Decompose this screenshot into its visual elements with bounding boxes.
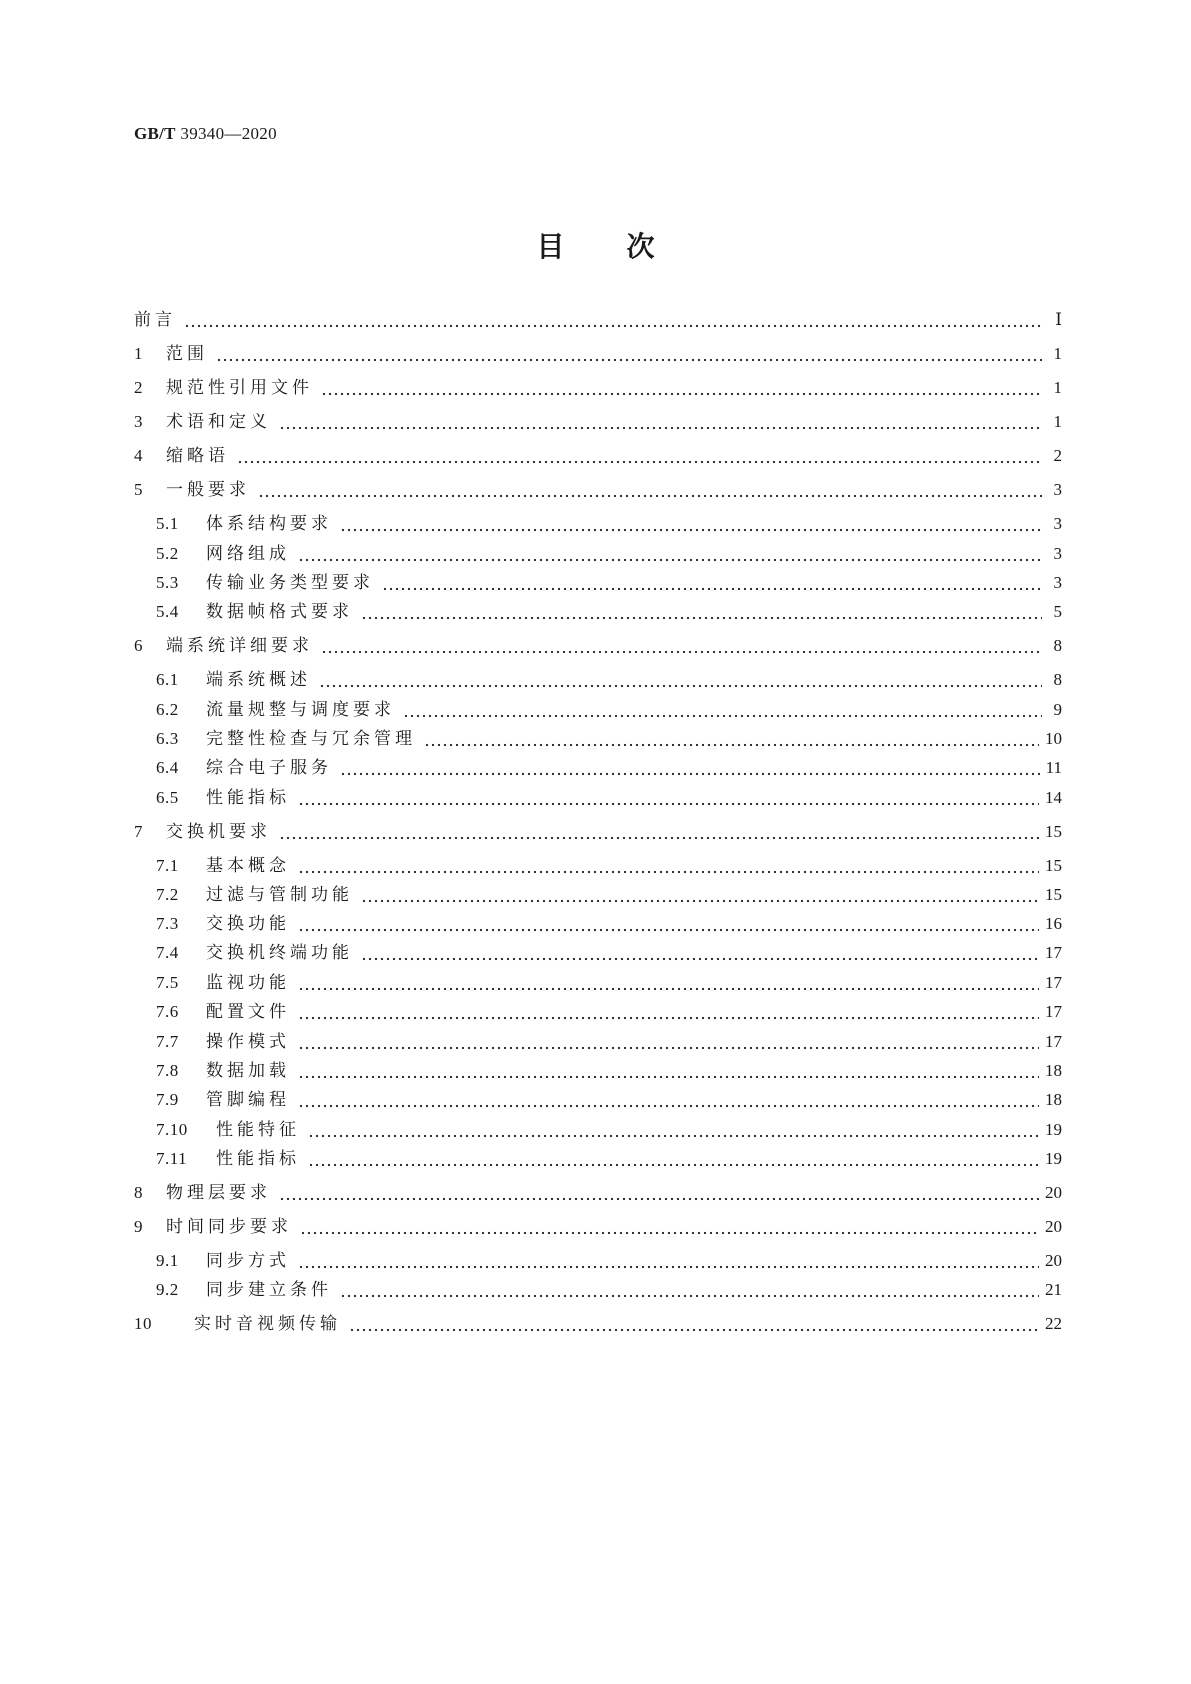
toc-entry[interactable] [134, 376, 1062, 400]
toc-entry-page: 14 [1045, 788, 1062, 807]
toc-entry-page: 10 [1045, 729, 1062, 748]
dot-leader [321, 634, 1042, 658]
toc-entry-label: 同步方式 [206, 1251, 290, 1271]
toc-entry-number: 6.4 [156, 758, 179, 777]
toc-entry-label: 监视功能 [206, 973, 290, 993]
toc-entry-page: 18 [1045, 1061, 1062, 1080]
toc-entry-page: 1 [1053, 378, 1062, 397]
toc-entry-label: 物理层要求 [166, 1183, 271, 1203]
toc-entry-page: Ⅰ [1055, 310, 1062, 329]
toc-entry-label: 管脚编程 [206, 1090, 290, 1110]
toc-entry[interactable] [134, 820, 1062, 844]
dot-leader [300, 1215, 1039, 1239]
toc-entry[interactable] [156, 668, 1062, 692]
toc-entry-number: 6.5 [156, 788, 179, 807]
dot-leader [340, 1278, 1039, 1302]
toc-entry-page: 20 [1045, 1251, 1062, 1270]
toc-entry-label: 配置文件 [206, 1002, 290, 1022]
toc-entry-page: 3 [1053, 514, 1062, 533]
toc-entry-label: 性能指标 [206, 788, 290, 808]
toc-entry-label: 性能指标 [216, 1149, 300, 1169]
dot-leader [308, 1147, 1039, 1171]
toc-entry-page: 21 [1045, 1280, 1062, 1299]
dot-leader [340, 756, 1040, 780]
dot-leader [308, 1118, 1039, 1142]
toc-entry-label: 网络组成 [206, 544, 290, 564]
toc-entry-label: 端系统概述 [206, 670, 311, 690]
toc-entry[interactable] [156, 1000, 1062, 1024]
dot-leader [340, 512, 1042, 536]
toc-entry-number: 7.6 [156, 1002, 179, 1021]
toc-entry-label: 前言 [134, 310, 176, 330]
dot-leader [237, 444, 1042, 468]
toc-entry-number: 5.2 [156, 544, 179, 563]
toc-entry-number: 9.2 [156, 1280, 179, 1299]
toc-entry[interactable] [134, 1215, 1062, 1239]
toc-entry-page: 8 [1053, 636, 1062, 655]
toc-entry-label: 基本概念 [206, 856, 290, 876]
toc-entry[interactable] [134, 634, 1062, 658]
dot-leader [279, 820, 1039, 844]
toc-entry-number: 5.3 [156, 573, 179, 592]
toc-entry-label: 交换机终端功能 [206, 943, 353, 963]
toc-entry-label: 术语和定义 [166, 412, 271, 432]
toc-entry-number: 5.1 [156, 514, 179, 533]
toc-entry[interactable] [156, 912, 1062, 936]
toc-entry[interactable] [156, 698, 1062, 722]
toc-entry-label: 交换机要求 [166, 822, 271, 842]
toc-entry-number: 5.4 [156, 602, 179, 621]
toc-entry-label: 体系结构要求 [206, 514, 332, 534]
toc-entry[interactable] [134, 1312, 1062, 1336]
toc-entry-page: 15 [1045, 885, 1062, 904]
toc-entry-number: 7 [134, 822, 143, 841]
dot-leader [298, 971, 1039, 995]
toc-entry[interactable] [156, 971, 1062, 995]
toc-entry-number: 9 [134, 1217, 143, 1236]
dot-leader [298, 1088, 1039, 1112]
dot-leader [298, 854, 1039, 878]
toc-entry-number: 3 [134, 412, 143, 431]
dot-leader [361, 941, 1039, 965]
toc-entry-page: 1 [1053, 344, 1062, 363]
dot-leader [298, 912, 1039, 936]
standard-number: 39340—2020 [180, 124, 277, 143]
toc-entry-page: 15 [1045, 856, 1062, 875]
toc-entry-number: 7.10 [156, 1120, 188, 1139]
toc-entry[interactable] [156, 1059, 1062, 1083]
toc-entry-page: 5 [1053, 602, 1062, 621]
toc-entry[interactable] [134, 478, 1062, 502]
toc-entry-number: 7.11 [156, 1149, 188, 1168]
dot-leader [361, 600, 1042, 624]
dot-leader [361, 883, 1039, 907]
toc-entry-number: 7.9 [156, 1090, 179, 1109]
toc-entry[interactable] [156, 600, 1062, 624]
dot-leader [258, 478, 1042, 502]
toc-entry-page: 18 [1045, 1090, 1062, 1109]
dot-leader [321, 376, 1042, 400]
toc-entry-number: 7.2 [156, 885, 179, 904]
page-title: 目次 [536, 230, 717, 263]
toc-entry-label: 流量规整与调度要求 [206, 700, 395, 720]
toc-entry[interactable] [134, 308, 1062, 332]
toc-entry-page: 3 [1053, 573, 1062, 592]
toc-entry-number: 6.2 [156, 700, 179, 719]
toc-entry-label: 规范性引用文件 [166, 378, 313, 398]
toc-entry[interactable] [156, 883, 1062, 907]
toc-entry-page: 22 [1045, 1314, 1062, 1333]
dot-leader [298, 1059, 1039, 1083]
toc-entry-label: 端系统详细要求 [166, 636, 313, 656]
toc-entry-label: 数据加载 [206, 1061, 290, 1081]
toc-entry-page: 3 [1053, 544, 1062, 563]
toc-entry-number: 7.5 [156, 973, 179, 992]
toc-entry[interactable] [134, 1181, 1062, 1205]
dot-leader [382, 571, 1042, 595]
toc-entry-page: 20 [1045, 1183, 1062, 1202]
toc-entry-number: 6 [134, 636, 143, 655]
toc-entry-page: 17 [1045, 973, 1062, 992]
toc-entry-number: 9.1 [156, 1251, 179, 1270]
toc-entry[interactable] [156, 512, 1062, 536]
toc-entry-page: 15 [1045, 822, 1062, 841]
toc-entry[interactable] [134, 410, 1062, 434]
toc-entry-page: 17 [1045, 1002, 1062, 1021]
dot-leader [184, 308, 1042, 332]
toc-entry-number: 2 [134, 378, 143, 397]
standard-code [134, 124, 277, 144]
toc-entry-number: 1 [134, 344, 143, 363]
dot-leader [298, 1030, 1039, 1054]
toc-entry-number: 7.8 [156, 1061, 179, 1080]
toc-entry-page: 2 [1053, 446, 1062, 465]
toc-entry-number: 8 [134, 1183, 143, 1202]
toc-entry[interactable] [156, 1088, 1062, 1112]
toc-entry-label: 范围 [166, 344, 208, 364]
dot-leader [298, 786, 1039, 810]
dot-leader [349, 1312, 1039, 1336]
toc-entry-number: 4 [134, 446, 143, 465]
toc-entry-label: 传输业务类型要求 [206, 573, 374, 593]
toc-entry[interactable] [156, 1147, 1062, 1171]
toc-entry-number: 7.3 [156, 914, 179, 933]
toc-entry-number: 5 [134, 480, 143, 499]
toc-entry[interactable] [134, 342, 1062, 366]
toc-entry-page: 8 [1053, 670, 1062, 689]
toc-entry-page: 19 [1045, 1120, 1062, 1139]
toc-entry[interactable] [156, 542, 1062, 566]
toc-entry-page: 17 [1045, 943, 1062, 962]
dot-leader [216, 342, 1042, 366]
toc-entry-page: 11 [1045, 758, 1062, 777]
toc-entry[interactable] [156, 1249, 1062, 1273]
toc-entry[interactable] [156, 756, 1062, 780]
toc-entry-label: 性能特征 [216, 1120, 300, 1140]
dot-leader [298, 1000, 1039, 1024]
toc-entry[interactable] [156, 854, 1062, 878]
toc-entry-label: 缩略语 [166, 446, 229, 466]
toc-entry-number: 6.1 [156, 670, 179, 689]
dot-leader [424, 727, 1039, 751]
toc-entry-label: 过滤与管制功能 [206, 885, 353, 905]
dot-leader [279, 410, 1042, 434]
dot-leader [403, 698, 1042, 722]
toc-entry-label: 一般要求 [166, 480, 250, 500]
toc-entry-page: 1 [1053, 412, 1062, 431]
toc-entry-page: 9 [1053, 700, 1062, 719]
toc-entry[interactable] [156, 1030, 1062, 1054]
toc-entry[interactable] [156, 786, 1062, 810]
toc-entry-page: 19 [1045, 1149, 1062, 1168]
toc-entry[interactable] [156, 571, 1062, 595]
toc-entry-number: 7.7 [156, 1032, 179, 1051]
toc-entry-number: 10 [134, 1314, 152, 1333]
dot-leader [298, 1249, 1039, 1273]
toc-entry-page: 3 [1053, 480, 1062, 499]
toc-entry-label: 交换功能 [206, 914, 290, 934]
standard-prefix: GB/T [134, 124, 176, 143]
toc-entry-label: 操作模式 [206, 1032, 290, 1052]
toc-entry[interactable] [156, 1118, 1062, 1142]
toc-entry-page: 16 [1045, 914, 1062, 933]
toc-entry-page: 20 [1045, 1217, 1062, 1236]
toc-entry-number: 7.1 [156, 856, 179, 875]
toc-entry[interactable] [156, 941, 1062, 965]
dot-leader [298, 542, 1042, 566]
toc-entry-number: 7.4 [156, 943, 179, 962]
toc-entry[interactable] [134, 444, 1062, 468]
toc-entry-label: 数据帧格式要求 [206, 602, 353, 622]
toc-entry[interactable] [156, 1278, 1062, 1302]
dot-leader [279, 1181, 1039, 1205]
toc-entry-label: 同步建立条件 [206, 1280, 332, 1300]
toc-entry[interactable] [156, 727, 1062, 751]
toc-entry-label: 时间同步要求 [166, 1217, 292, 1237]
dot-leader [319, 668, 1042, 692]
toc-entry-label: 综合电子服务 [206, 758, 332, 778]
toc-entry-label: 完整性检查与冗余管理 [206, 729, 416, 749]
toc-entry-page: 17 [1045, 1032, 1062, 1051]
toc-entry-label: 实时音视频传输 [194, 1314, 341, 1334]
toc-entry-number: 6.3 [156, 729, 179, 748]
